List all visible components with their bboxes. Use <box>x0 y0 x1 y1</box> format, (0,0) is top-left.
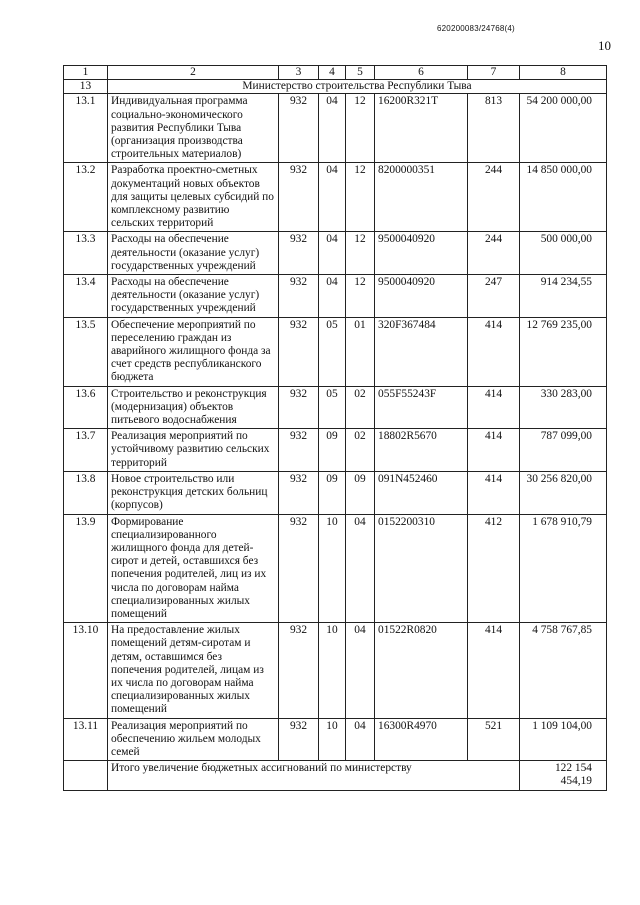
table-row <box>64 232 607 275</box>
amount: 54 200 000,00 <box>520 94 607 163</box>
amount: 1 678 910,79 <box>520 514 607 623</box>
table-row <box>64 386 607 429</box>
subsection-code: 12 <box>346 94 375 163</box>
expense-name: Индивидуальная программа социально-экономического развития Республики Тыва (организация производства строительных материалов) <box>108 94 279 163</box>
expense-type-code: 412 <box>468 514 520 623</box>
row-number: 13.7 <box>64 429 108 472</box>
expense-name: Реализация мероприятий по устойчивому развитию сельских территорий <box>108 429 279 472</box>
table-row <box>64 317 607 386</box>
amount: 30 256 820,00 <box>520 471 607 514</box>
grbs-code: 932 <box>279 718 319 761</box>
section-row <box>64 80 607 94</box>
table-row <box>64 718 607 761</box>
subsection-code: 12 <box>346 232 375 275</box>
header-cell: 8 <box>520 66 607 80</box>
row-number: 13.2 <box>64 163 108 232</box>
expense-type-code: 414 <box>468 317 520 386</box>
table-row <box>64 275 607 318</box>
table-row <box>64 163 607 232</box>
total-row <box>64 761 607 790</box>
target-article-code: 320F367484 <box>375 317 468 386</box>
amount: 787 099,00 <box>520 429 607 472</box>
amount: 12 769 235,00 <box>520 317 607 386</box>
amount: 4 758 767,85 <box>520 623 607 718</box>
row-number: 13.10 <box>64 623 108 718</box>
section-code: 04 <box>319 232 346 275</box>
section-number: 13 <box>64 80 108 94</box>
row-number: 13.6 <box>64 386 108 429</box>
grbs-code: 932 <box>279 429 319 472</box>
table-header-row <box>64 66 607 80</box>
amount: 330 283,00 <box>520 386 607 429</box>
target-article-code: 091N452460 <box>375 471 468 514</box>
amount: 1 109 104,00 <box>520 718 607 761</box>
section-code: 04 <box>319 163 346 232</box>
table-row <box>64 471 607 514</box>
row-number: 13.11 <box>64 718 108 761</box>
target-article-code: 18802R5670 <box>375 429 468 472</box>
subsection-code: 12 <box>346 163 375 232</box>
row-number: 13.3 <box>64 232 108 275</box>
amount: 500 000,00 <box>520 232 607 275</box>
grbs-code: 932 <box>279 275 319 318</box>
target-article-code: 8200000351 <box>375 163 468 232</box>
grbs-code: 932 <box>279 623 319 718</box>
expense-name: Строительство и реконструкция (модернизация) объектов питьевого водоснабжения <box>108 386 279 429</box>
target-article-code: 9500040920 <box>375 232 468 275</box>
section-code: 05 <box>319 317 346 386</box>
grbs-code: 932 <box>279 386 319 429</box>
header-cell: 7 <box>468 66 520 80</box>
expense-type-code: 247 <box>468 275 520 318</box>
table-row <box>64 94 607 163</box>
row-number: 13.1 <box>64 94 108 163</box>
section-code: 10 <box>319 514 346 623</box>
target-article-code: 16200R321T <box>375 94 468 163</box>
document-code: 620200083/24768(4) <box>437 24 515 33</box>
subsection-code: 12 <box>346 275 375 318</box>
section-code: 04 <box>319 94 346 163</box>
section-code: 04 <box>319 275 346 318</box>
amount: 14 850 000,00 <box>520 163 607 232</box>
header-cell: 1 <box>64 66 108 80</box>
amount: 914 234,55 <box>520 275 607 318</box>
grbs-code: 932 <box>279 163 319 232</box>
grbs-code: 932 <box>279 514 319 623</box>
expense-name: На предоставление жилых помещений детям-сиротам и детям, оставшимся без попечения родителей, лицам из их числа по договорам найма специализированных жилых помещений <box>108 623 279 718</box>
total-amount: 122 154 454,19 <box>520 761 607 790</box>
table-row <box>64 514 607 623</box>
expense-type-code: 813 <box>468 94 520 163</box>
header-cell: 3 <box>279 66 319 80</box>
total-empty-cell <box>64 761 108 790</box>
grbs-code: 932 <box>279 232 319 275</box>
expense-type-code: 414 <box>468 623 520 718</box>
target-article-code: 9500040920 <box>375 275 468 318</box>
expense-name: Реализация мероприятий по обеспечению жильем молодых семей <box>108 718 279 761</box>
expense-name: Формирование специализированного жилищного фонда для детей-сирот и детей, оставшихся без попечения родителей, лиц из их числа по договорам найма специализированных жилых помещений <box>108 514 279 623</box>
header-cell: 2 <box>108 66 279 80</box>
expense-name: Расходы на обеспечение деятельности (оказание услуг) государственных учреждений <box>108 275 279 318</box>
subsection-code: 04 <box>346 718 375 761</box>
subsection-code: 09 <box>346 471 375 514</box>
grbs-code: 932 <box>279 471 319 514</box>
expense-name: Новое строительство или реконструкция детских больниц (корпусов) <box>108 471 279 514</box>
target-article-code: 055F55243F <box>375 386 468 429</box>
section-title: Министерство строительства Республики Тыва <box>108 80 607 94</box>
budget-table <box>63 65 607 791</box>
subsection-code: 01 <box>346 317 375 386</box>
expense-type-code: 414 <box>468 429 520 472</box>
expense-type-code: 414 <box>468 471 520 514</box>
expense-name: Расходы на обеспечение деятельности (оказание услуг) государственных учреждений <box>108 232 279 275</box>
row-number: 13.8 <box>64 471 108 514</box>
grbs-code: 932 <box>279 94 319 163</box>
table-row <box>64 623 607 718</box>
subsection-code: 04 <box>346 514 375 623</box>
expense-name: Обеспечение мероприятий по переселению граждан из аварийного жилищного фонда за счет средств республиканского бюджета <box>108 317 279 386</box>
subsection-code: 02 <box>346 429 375 472</box>
row-number: 13.5 <box>64 317 108 386</box>
target-article-code: 01522R0820 <box>375 623 468 718</box>
expense-type-code: 414 <box>468 386 520 429</box>
target-article-code: 0152200310 <box>375 514 468 623</box>
header-cell: 5 <box>346 66 375 80</box>
grbs-code: 932 <box>279 317 319 386</box>
table-row <box>64 429 607 472</box>
page-number: 10 <box>598 38 611 53</box>
section-code: 05 <box>319 386 346 429</box>
header-cell: 6 <box>375 66 468 80</box>
target-article-code: 16300R4970 <box>375 718 468 761</box>
section-code: 09 <box>319 429 346 472</box>
section-code: 10 <box>319 718 346 761</box>
expense-type-code: 521 <box>468 718 520 761</box>
row-number: 13.9 <box>64 514 108 623</box>
section-code: 09 <box>319 471 346 514</box>
header-cell: 4 <box>319 66 346 80</box>
section-code: 10 <box>319 623 346 718</box>
total-label: Итого увеличение бюджетных ассигнований по министерству <box>108 761 520 790</box>
row-number: 13.4 <box>64 275 108 318</box>
expense-type-code: 244 <box>468 232 520 275</box>
subsection-code: 02 <box>346 386 375 429</box>
expense-name: Разработка проектно-сметных документаций новых объектов для защиты целевых субсидий по комплексному развитию сельских территорий <box>108 163 279 232</box>
expense-type-code: 244 <box>468 163 520 232</box>
subsection-code: 04 <box>346 623 375 718</box>
